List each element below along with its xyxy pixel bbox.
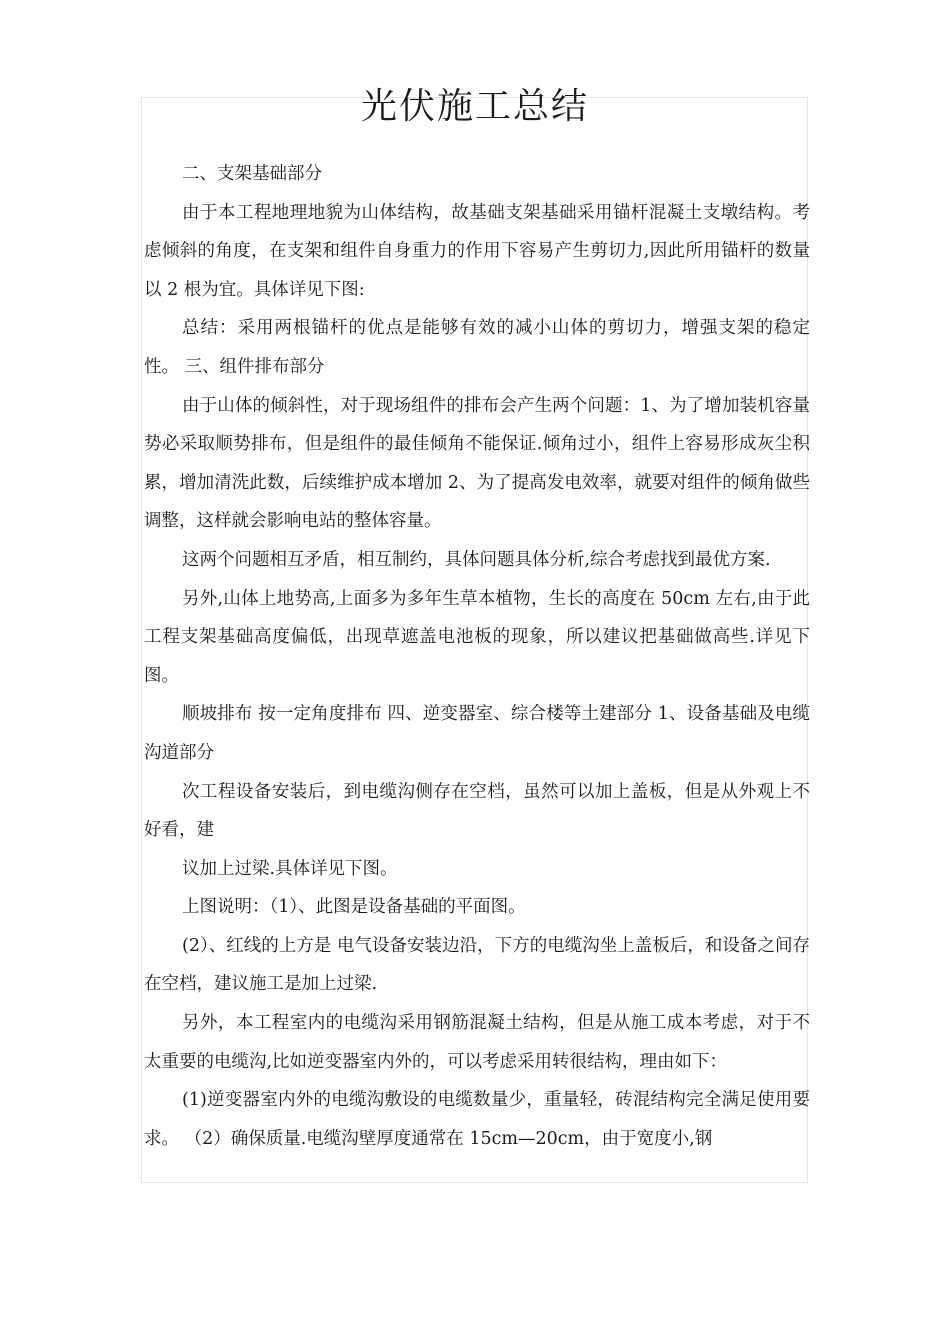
paragraph: 另外,山体上地势高,上面多为多年生草本植物，生长的高度在 50cm 左右,由于此工程支架基础高度偏低，出现草遮盖电池板的现象，所以建议把基础做高些.详见下图。 xyxy=(144,588,810,686)
paragraph: 总结：采用两根锚杆的优点是能够有效的减小山体的剪切力，增强支架的稳定性。 三、组件排布部分 xyxy=(144,318,810,377)
paragraph: 上图说明：（1）、此图是设备基础的平面图。 xyxy=(182,897,526,918)
paragraph: (2）、红线的上方是 电气设备安装边沿，下方的电缆沟坐上盖板后，和设备之间存在空档，建议施工是加上过梁. xyxy=(144,935,810,995)
paragraph: 议加上过梁.具体详见下图。 xyxy=(182,858,398,879)
paragraph: (1)逆变器室内外的电缆沟敷设的电缆数量少，重量轻，砖混结构完全满足使用要求。 （2）确保质量.电缆沟壁厚度通常在 15cm—20cm，由于宽度小,钢 xyxy=(144,1090,810,1149)
paragraph: 另外，本工程室内的电缆沟采用钢筋混凝土结构，但是从施工成本考虑，对于不太重要的电缆沟,比如逆变器室内外的，可以考虑采用转很结构，理由如下： xyxy=(144,1013,810,1072)
paragraph: 这两个问题相互矛盾，相互制约，具体问题具体分析,综合考虑找到最优方案. xyxy=(182,549,771,570)
paragraph: 由于本工程地理地貌为山体结构，故基础支架基础采用锚杆混凝土支墩结构。考虑倾斜的角度，在支架和组件自身重力的作用下容易产生剪切力,因此所用锚杆的数量以 2 根为宜。具体详见下图: xyxy=(144,202,810,300)
paragraph: 顺坡排布 按一定角度排布 四、逆变器室、综合楼等土建部分 1、设备基础及电缆沟道部分 xyxy=(144,704,810,763)
document-body xyxy=(144,155,810,1158)
document-title: 光伏施工总结 xyxy=(360,86,589,127)
paragraph: 二、支架基础部分 xyxy=(182,164,322,184)
paragraph: 由于山体的倾斜性，对于现场组件的排布会产生两个问题：1、为了增加装机容量势必采取顺势排布，但是组件的最佳倾角不能保证.倾角过小，组件上容易形成灰尘积累，增加清洗此数，后续维护成本增加 2、为了提高发电效率，就要对组件的倾角做些调整，这样就会影响电站的整体容量。 xyxy=(144,395,810,532)
paragraph: 次工程设备安装后，到电缆沟侧存在空档，虽然可以加上盖板，但是从外观上不好看，建 xyxy=(144,781,810,841)
